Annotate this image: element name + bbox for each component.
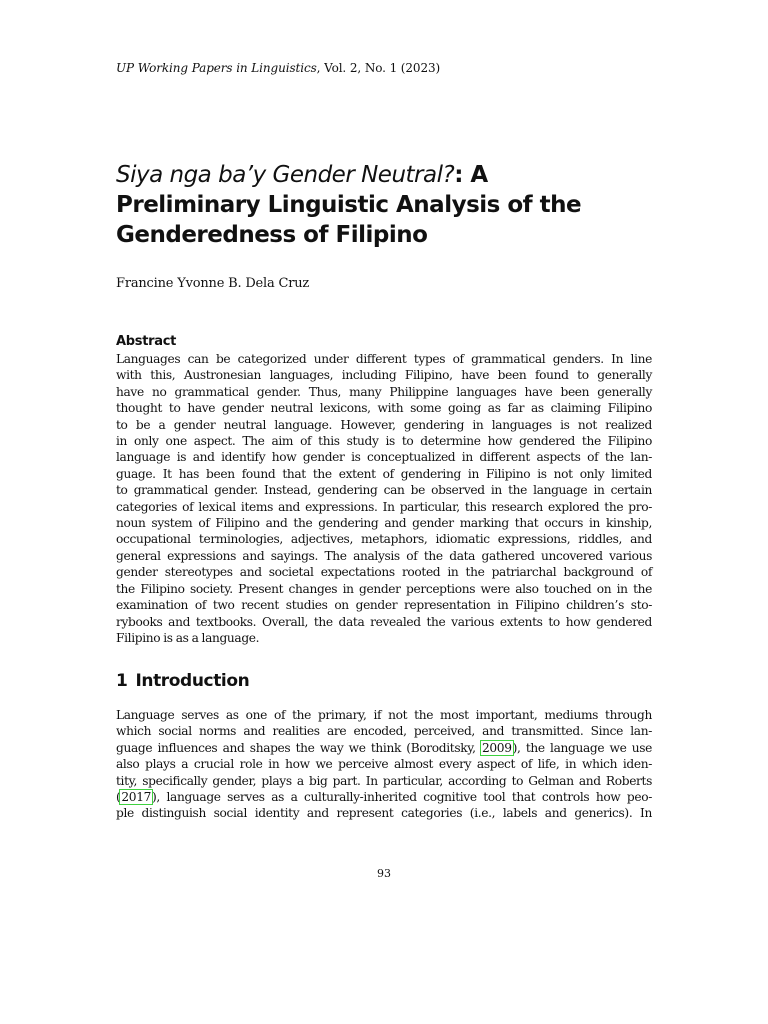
intro-line: which social norms and realities are encoded, perceived, and transmitted. Since lan- [116, 724, 652, 739]
intro-text: ), the language we use [512, 740, 652, 755]
citation-link-boroditsky[interactable]: 2009 [482, 740, 512, 755]
abstract-line: language is and identify how gender is conceptualized in different aspects of the lan- [116, 450, 652, 465]
abstract-line: to grammatical gender. Instead, gendering can be observed in the language in certain [116, 483, 652, 498]
intro-line [116, 789, 652, 805]
title-italic-part: Siya nga ba’y Gender Neutral? [116, 162, 455, 188]
abstract-line: thought to have gender neutral lexicons, with some going as far as claiming Filipino [116, 401, 652, 416]
section-heading-introduction [116, 671, 249, 691]
abstract-line: Filipino is as a language. [116, 630, 260, 645]
intro-text: ), language serves as a culturally-inherited cognitive tool that controls how peo- [152, 790, 652, 805]
page-number: 93 [377, 867, 391, 880]
journal-name: UP Working Papers in Linguistics [116, 61, 317, 75]
intro-line: ple distinguish social identity and represent categories (i.e., labels and generics). In [116, 806, 652, 821]
abstract-line: rybooks and textbooks. Overall, the data revealed the various extents to how gendered [116, 614, 652, 629]
intro-text: guage influences and shapes the way we think (Boroditsky, [116, 740, 481, 755]
abstract-line: to be a gender neutral language. However, gendering in languages is not realized [116, 417, 652, 432]
abstract-line: occupational terminologies, adjectives, metaphors, idiomatic expressions, riddles, and [116, 532, 652, 547]
running-header [116, 61, 440, 75]
abstract-line: categories of lexical items and expressions. In particular, this research explored the pro- [116, 499, 652, 514]
abstract-line: examination of two recent studies on gender representation in Filipino children’s sto- [116, 598, 652, 613]
abstract-line: gender stereotypes and societal expectations rooted in the patriarchal background of [116, 565, 652, 580]
abstract-heading: Abstract [116, 334, 177, 349]
abstract-line: general expressions and sayings. The analysis of the data gathered uncovered various [116, 548, 652, 563]
abstract-line: Languages can be categorized under different types of grammatical genders. In line [116, 352, 652, 366]
volume-issue: , Vol. 2, No. 1 (2023) [316, 61, 441, 75]
abstract-line: guage. It has been found that the extent of gendering in Filipino is not only limited [116, 466, 652, 481]
abstract-line: in only one aspect. The aim of this study is to determine how gendered the Filipino [116, 434, 652, 449]
intro-text: ( [116, 790, 121, 805]
abstract-line: have no grammatical gender. Thus, many Philippine languages have been generally [116, 384, 652, 399]
title-line-1-rest: : A [454, 162, 488, 188]
title-line-2: Preliminary Linguistic Analysis of the [116, 192, 582, 218]
citation-link-gelman-roberts[interactable]: 2017 [121, 790, 152, 805]
abstract-body [116, 351, 652, 646]
abstract-line: with this, Austronesian languages, including Filipino, have been found to generally [116, 368, 652, 383]
intro-line: tity, specifically gender, plays a big part. In particular, according to Gelman and Roberts [116, 773, 652, 788]
title-line-1 [116, 160, 676, 190]
section-number: 1 [116, 671, 128, 691]
introduction-body [116, 707, 652, 822]
paper-title [116, 160, 676, 250]
author-name: Francine Yvonne B. Dela Cruz [116, 276, 310, 291]
abstract-line: the Filipino society. Present changes in gender perceptions were also touched on in the [116, 581, 652, 596]
intro-line [116, 740, 652, 756]
section-title: Introduction [135, 671, 250, 691]
abstract-line: noun system of Filipino and the gendering and gender marking that occurs in kinship, [116, 516, 652, 531]
title-line-3: Genderedness of Filipino [116, 222, 428, 248]
intro-line: also plays a crucial role in how we perceive almost every aspect of life, in which iden- [116, 757, 652, 772]
intro-line: Language serves as one of the primary, if not the most important, mediums through [116, 708, 652, 722]
